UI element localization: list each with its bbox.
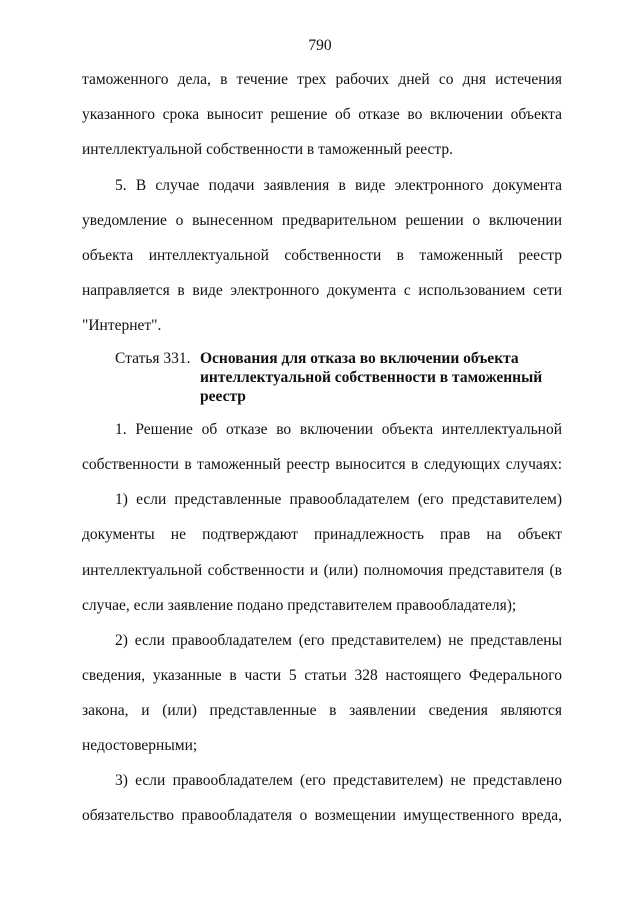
text-line: таможенного дела, в течение трех рабочих дней со дня истечения	[82, 71, 562, 88]
text-line: сведения, указанные в части 5 статьи 328 настоящего Федерального	[82, 667, 562, 684]
text-line: указанного срока выносит решение об отказе во включении объекта	[82, 106, 562, 123]
article-label: Статья 331.	[115, 350, 191, 367]
text-line: 1) если представленные правообладателем (его представителем)	[115, 491, 562, 508]
text-line: "Интернет".	[82, 317, 162, 334]
text-line: интеллектуальной собственности в таможенный реестр.	[82, 141, 454, 158]
article-title-line: интеллектуальной собственности в таможенный	[200, 369, 543, 386]
text-line: недостоверными;	[82, 737, 198, 754]
text-line: 3) если правообладателем (его представителем) не представлено	[115, 772, 562, 789]
text-line: объекта интеллектуальной собственности в таможенный реестр	[82, 247, 562, 264]
page-number: 790	[308, 37, 332, 54]
text-line: интеллектуальной собственности и (или) полномочия представителя (в	[82, 562, 562, 579]
text-line: документы не подтверждают принадлежность прав на объект	[82, 526, 562, 543]
article-title-line: реестр	[200, 388, 246, 405]
text-line: обязательство правообладателя о возмещении имущественного вреда,	[82, 807, 562, 824]
text-line: уведомление о вынесенном предварительном решении о включении	[82, 212, 562, 229]
text-line: закона, и (или) представленные в заявлении сведения являются	[82, 702, 562, 719]
text-line: собственности в таможенный реестр выносится в следующих случаях:	[82, 456, 562, 473]
text-line: 2) если правообладателем (его представителем) не представлены	[115, 632, 562, 649]
article-title-line: Основания для отказа во включении объекта	[200, 350, 519, 367]
text-line: случае, если заявление подано представителем правообладателя);	[82, 597, 517, 614]
text-line: направляется в виде электронного документа с использованием сети	[82, 282, 562, 299]
text-line: 5. В случае подачи заявления в виде электронного документа	[115, 177, 562, 194]
text-line: 1. Решение об отказе во включении объекта интеллектуальной	[115, 421, 562, 438]
